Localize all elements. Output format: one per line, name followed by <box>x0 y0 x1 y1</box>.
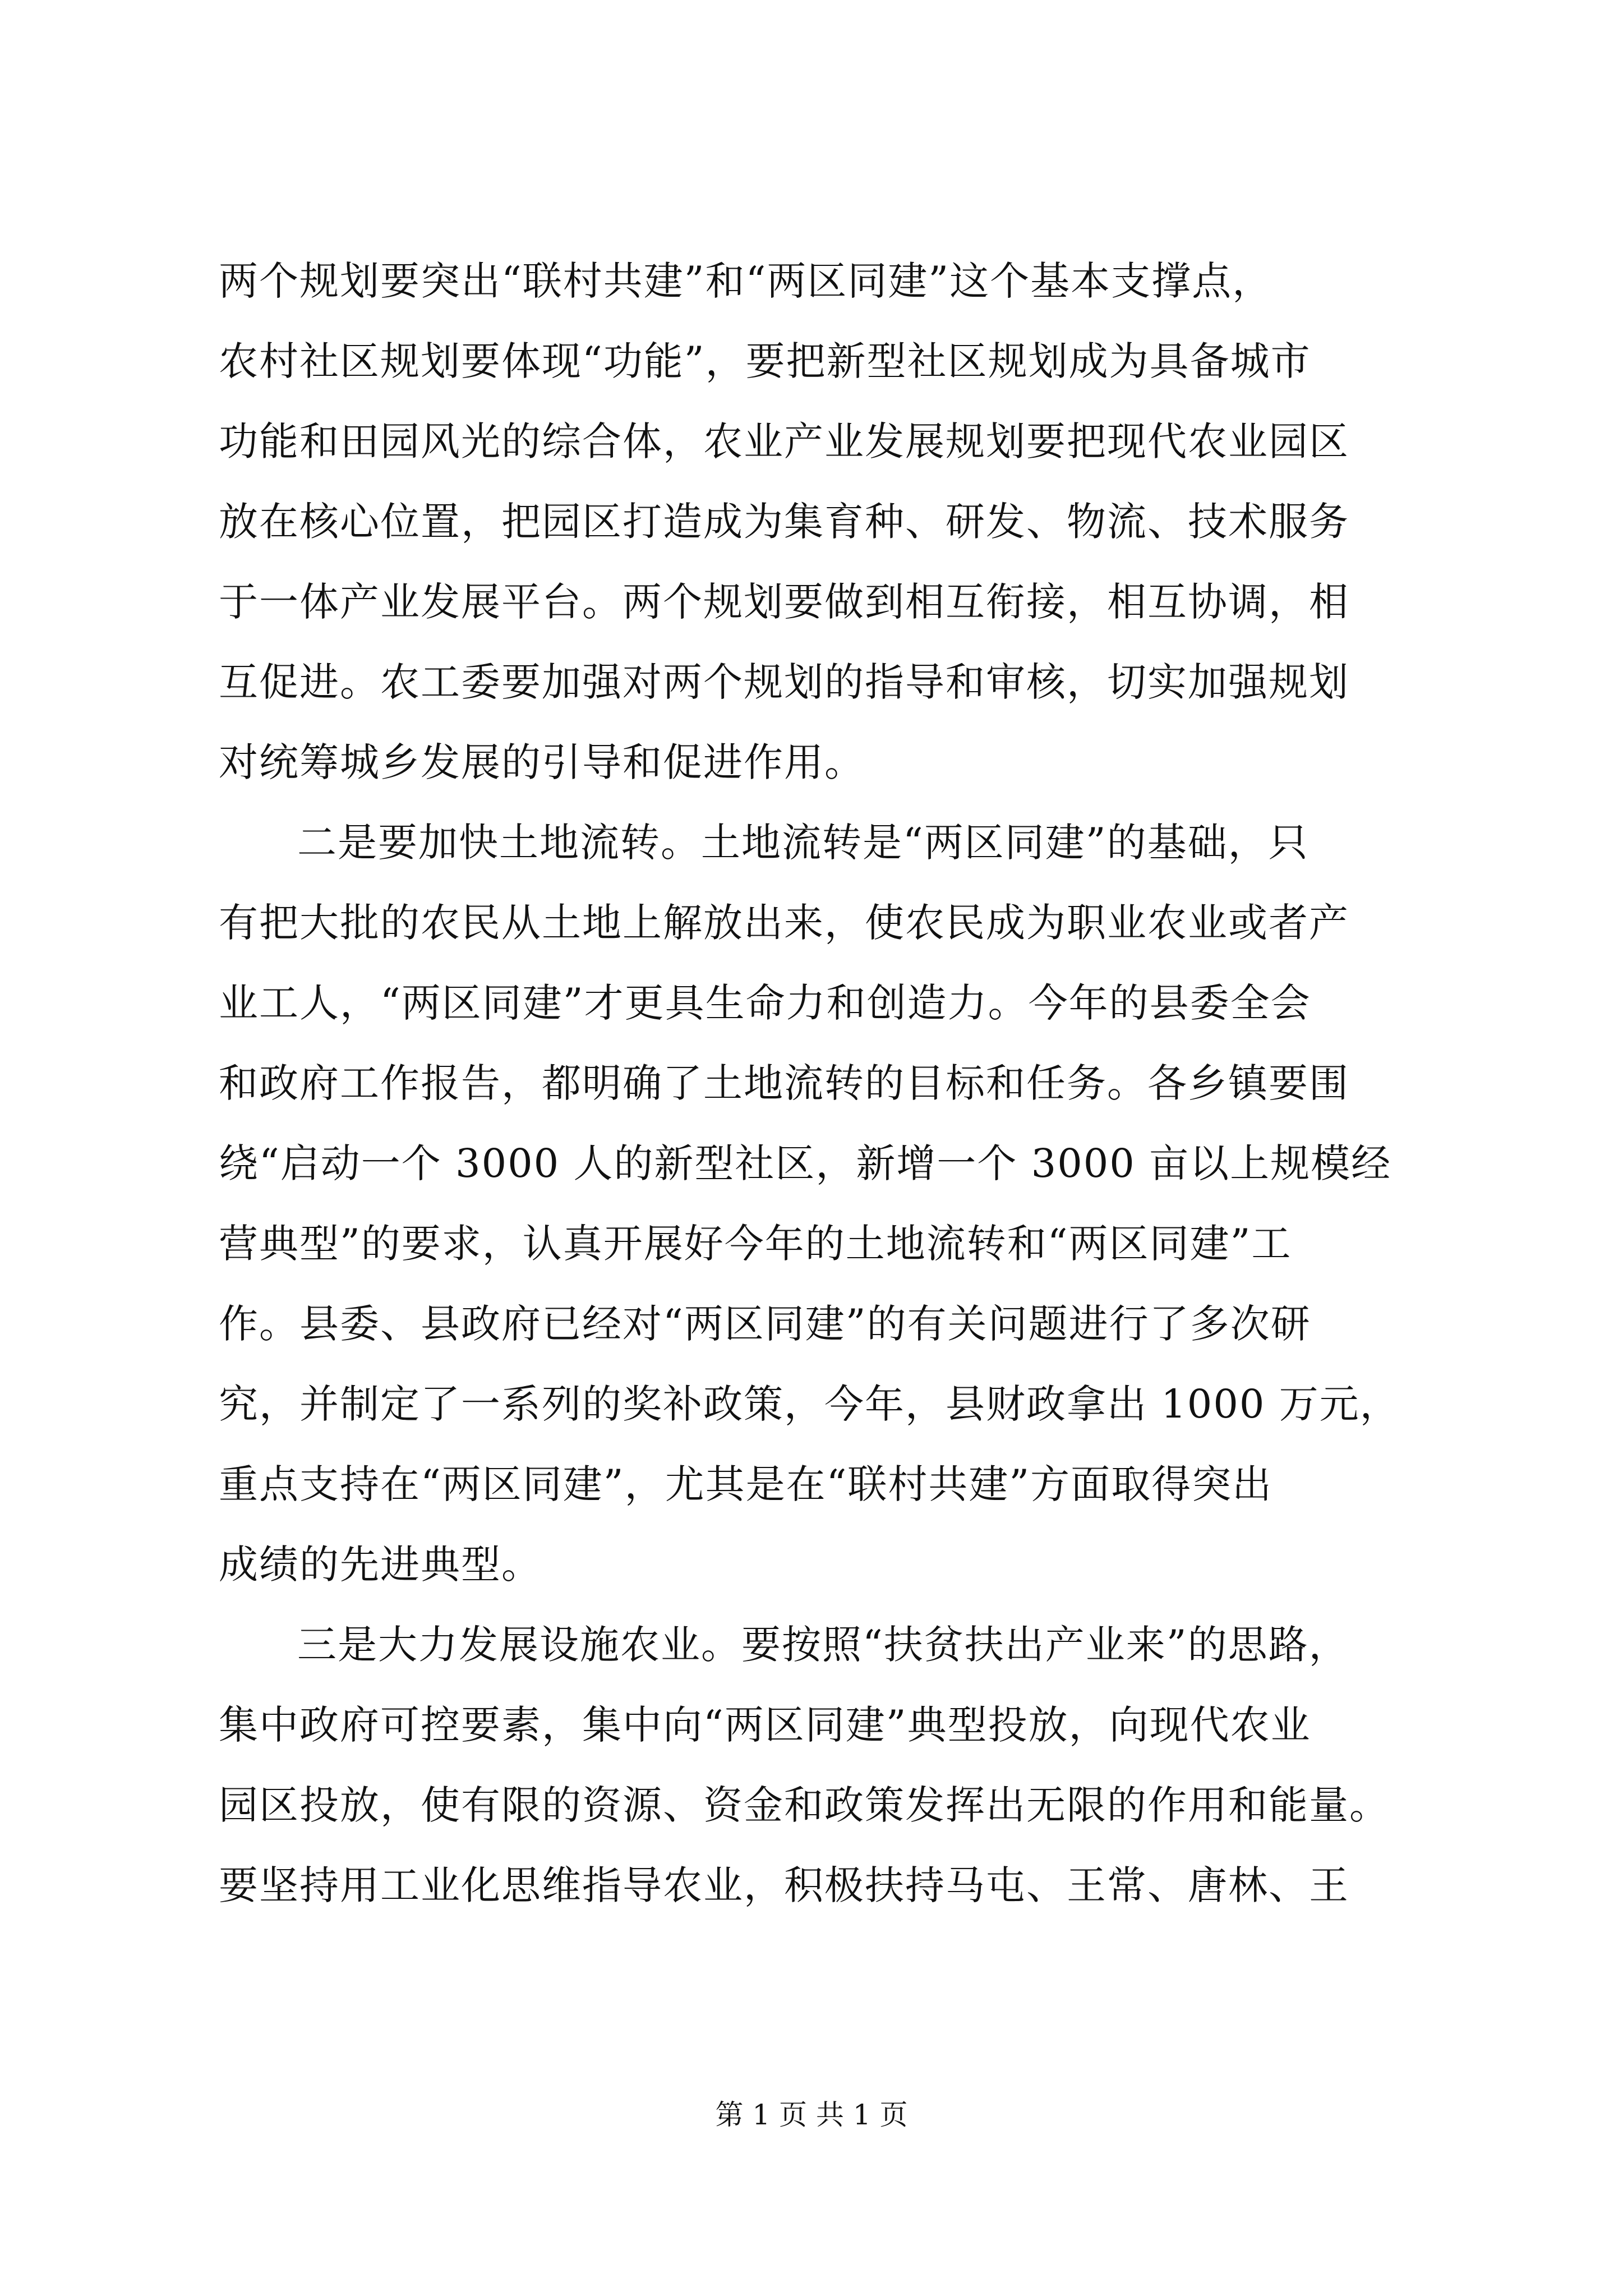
page-number-label: 第 1 页 共 1 页 <box>715 2099 908 2131</box>
text-line: 集中政府可控要素，集中向“两区同建”典型投放，向现代农业 <box>219 1702 1311 1748</box>
text-line: 于一体产业发展平台。两个规划要做到相互衔接，相互协调，相 <box>219 579 1349 625</box>
text-line: 成绩的先进典型。 <box>219 1542 542 1588</box>
paragraph-start-line: 三是大力发展设施农业。要按照“扶贫扶出产业来”的思路， <box>297 1622 1349 1668</box>
text-line: 功能和田园风光的综合体，农业产业发展规划要把现代农业园区 <box>219 418 1349 464</box>
text-line: 重点支持在“两区同建”，尤其是在“联村共建”方面取得突出 <box>219 1461 1273 1507</box>
text-line: 有把大批的农民从土地上解放出来，使农民成为职业农业或者产 <box>219 900 1349 946</box>
text-line: 绕“启动一个 3000 人的新型社区，新增一个 3000 亩以上规模经 <box>219 1140 1392 1186</box>
text-line: 和政府工作报告，都明确了土地流转的目标和任务。各乡镇要围 <box>219 1060 1349 1106</box>
page-footer <box>0 2098 1623 2132</box>
text-line: 营典型”的要求，认真开展好今年的土地流转和“两区同建”工 <box>219 1221 1292 1267</box>
document-body <box>219 241 1413 1926</box>
text-line: 要坚持用工业化思维指导农业，积极扶持马屯、王常、唐林、王 <box>219 1862 1349 1908</box>
text-line: 放在核心位置，把园区打造成为集育种、研发、物流、技术服务 <box>219 499 1349 545</box>
paragraph-start-line: 二是要加快土地流转。土地流转是“两区同建”的基础，只 <box>297 820 1309 866</box>
text-line: 农村社区规划要体现“功能”，要把新型社区规划成为具备城市 <box>219 338 1311 384</box>
text-line: 园区投放，使有限的资源、资金和政策发挥出无限的作用和能量。 <box>219 1782 1390 1828</box>
text-line: 究，并制定了一系列的奖补政策，今年，县财政拿出 1000 万元， <box>219 1381 1400 1427</box>
text-line: 对统筹城乡发展的引导和促进作用。 <box>219 739 865 785</box>
text-line: 两个规划要突出“联村共建”和“两区同建”这个基本支撑点， <box>219 258 1273 304</box>
text-line: 作。县委、县政府已经对“两区同建”的有关问题进行了多次研 <box>219 1301 1311 1347</box>
text-line: 互促进。农工委要加强对两个规划的指导和审核，切实加强规划 <box>219 659 1349 705</box>
text-line: 业工人，“两区同建”才更具生命力和创造力。今年的县委全会 <box>219 980 1311 1026</box>
